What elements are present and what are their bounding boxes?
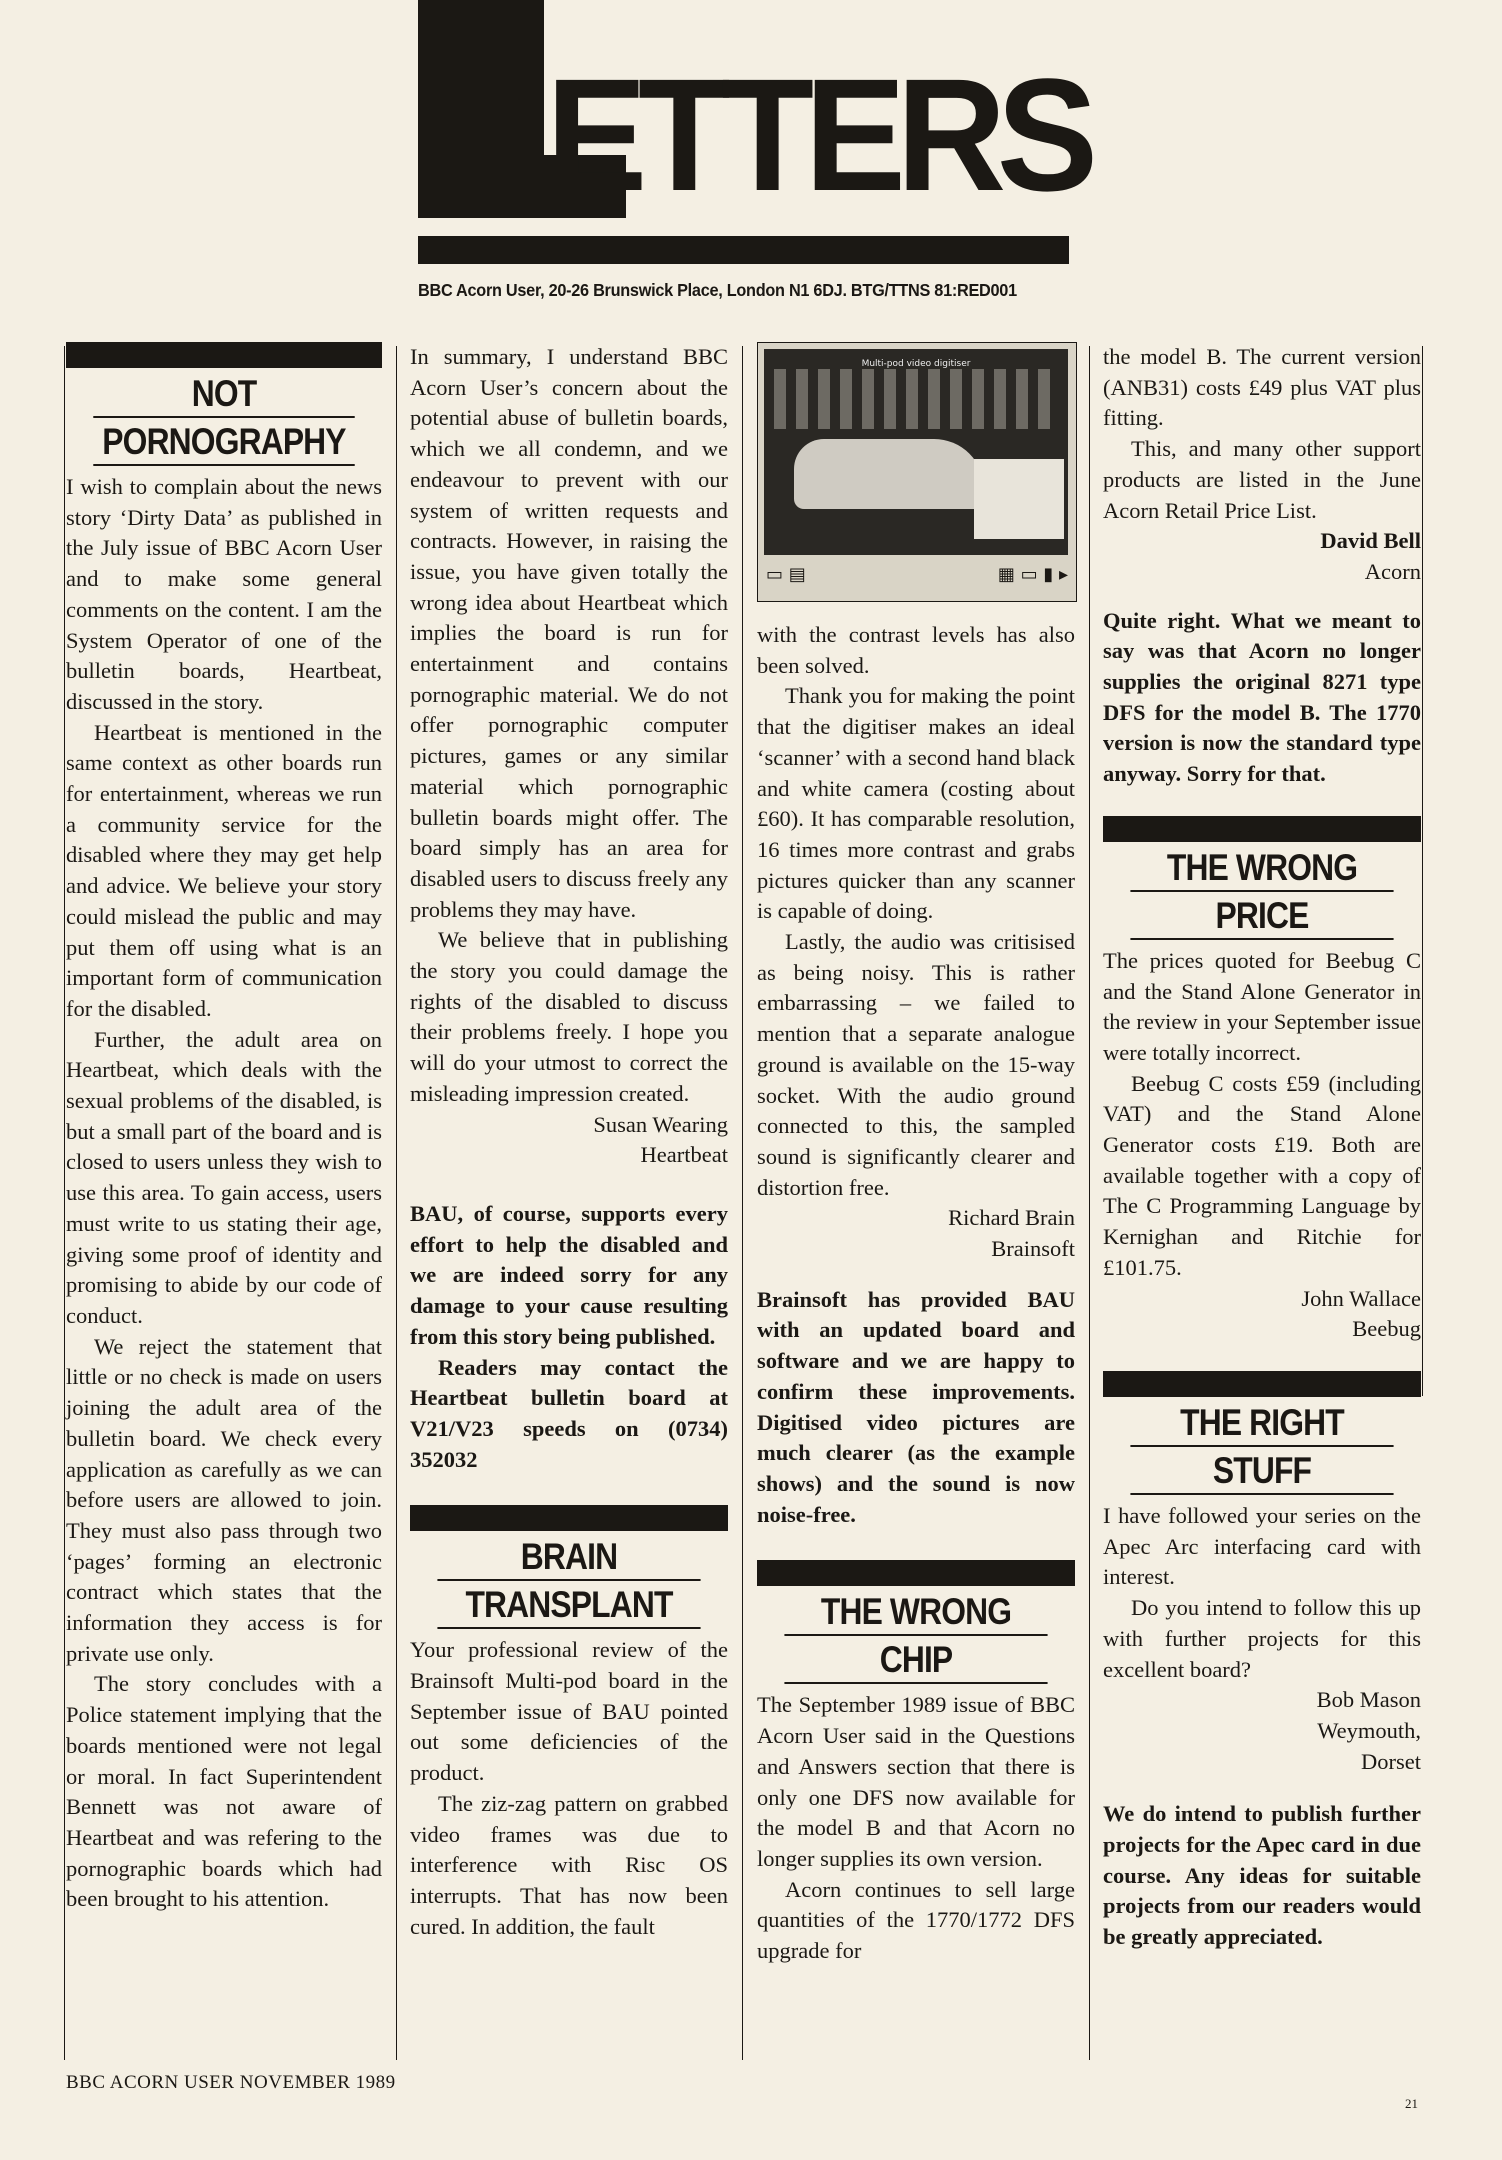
heading-rule [1130, 1493, 1393, 1495]
signature-name: Bob Mason [1316, 1687, 1421, 1713]
signature-name: Susan Wearing [593, 1111, 728, 1137]
window-title: Multi-pod video digitiser [861, 359, 971, 369]
heading-rule [93, 416, 354, 418]
column-rule [742, 346, 743, 2060]
heading-line: BRAIN [520, 1536, 618, 1578]
letter-paragraph: In summary, I understand BBC Acorn User’s concern about the potential abuse of bulletin boards, which we all condemn, and we endeavour to prevent with our system of written requests and contracts. However, in raising the issue, you have given totally the wrong idea about Heartbeat which implies the board is run for entertainment and contains pornographic material. We do not offer pornographic computer pictures, games or any similar material which pornographic bulletin boards might offer. The board simply has an area for disabled users to discuss freely any problems they may have. [410, 344, 728, 922]
heading-rule [784, 1682, 1047, 1684]
signature-place: Weymouth, [1317, 1717, 1421, 1743]
signature-place: Dorset [1361, 1748, 1421, 1774]
heading-line: NOT [191, 373, 257, 414]
heading-rule [784, 1634, 1047, 1636]
video-frame [764, 349, 1068, 555]
section-heading-the-wrong-price [1125, 848, 1398, 940]
heading-rule [93, 464, 354, 466]
page-number: 21 [1405, 2096, 1418, 2111]
letter-paragraph: The ziz-zag pattern on grabbed video frames was due to interference with Risc OS interrupts. That has now been cured. In addition, the fault [410, 1790, 728, 1939]
heading-line: PRICE [1215, 894, 1309, 936]
letter-paragraph: The story concludes with a Police statement implying that the boards mentioned were not legal or moral. In fact Superintendent Bennett was not aware of Heartbeat and was refering to the pornographic boards which had been brought to his attention. [66, 1671, 382, 1912]
editor-reply: BAU, of course, supports every effort to help the disabled and we are indeed sorry for any damage to your cause resulting from this story being published. [410, 1200, 728, 1349]
signature-org: Heartbeat [640, 1142, 728, 1168]
letter-paragraph: This, and many other support products are listed in the June Acorn Retail Price List. [1103, 436, 1421, 523]
masthead-bar [418, 236, 1069, 264]
heading-line: CHIP [879, 1639, 953, 1681]
section-bar [1103, 816, 1421, 842]
section-heading-brain-transplant [432, 1537, 705, 1629]
letter-paragraph: Thank you for making the point that the digitiser makes an ideal ‘scanner’ with a second hand black and white camera (costing about £60). It has comparable resolution, 16 times more contrast and grabs pictures quicker than any scanner is capable of doing. [757, 683, 1075, 924]
letter-paragraph: The prices quoted for Beebug C and the Stand Alone Generator in the review in your September issue were totally incorrect. [1103, 947, 1421, 1065]
letter-paragraph: the model B. The current version (ANB31) costs £49 plus VAT plus fitting. [1103, 344, 1421, 431]
heading-line: PORNOGRAPHY [102, 421, 346, 462]
editor-reply: Quite right. What we meant to say was that Acorn no longer supplies the original 8271 type DFS for the model B. The 1770 version is now the standard type anyway. Sorry for that. [1103, 607, 1421, 787]
signature-name: David Bell [1320, 528, 1421, 554]
editor-reply: Brainsoft has provided BAU with an updated board and software and we are happy to confirm these improvements. Digitised video pictures are much clearer (as the example shows) and the sound is now noise-free. [757, 1286, 1075, 1527]
page-footer: BBC ACORN USER NOVEMBER 1989 [66, 2072, 396, 2093]
letter-paragraph: We reject the statement that little or no check is made on users joining the adult area of the bulletin board. We check every application as carefully as we can before users are allowed to join. They must also pass through two ‘pages’ forming an electronic contract which states that the information they access is for private use only. [66, 1333, 382, 1666]
letter-paragraph: Your professional review of the Brainsoft Multi-pod board in the September issue of BAU pointed out some deficiencies of the product. [410, 1637, 728, 1786]
section-bar [1103, 1371, 1421, 1397]
signature-org: Brainsoft [991, 1236, 1075, 1262]
car-image [794, 439, 984, 509]
masthead-title [418, 0, 1089, 224]
column-rule [1422, 346, 1423, 1396]
letter-paragraph: Acorn continues to sell large quantities of the 1770/1772 DFS upgrade for [757, 1876, 1075, 1964]
column-3 [757, 342, 1075, 1967]
letter-paragraph: The September 1989 issue of BBC Acorn User said in the Questions and Answers section that there is only one DFS now available for the model B and that Acorn no longer supplies its own version. [757, 1692, 1075, 1871]
editor-reply: We do intend to publish further projects for the Apec card in due course. Any ideas for suitable projects from our readers would be greatly appreciated. [1103, 1801, 1421, 1950]
heading-rule [1130, 890, 1393, 892]
heading-line: THE RIGHT [1180, 1401, 1344, 1443]
section-heading-not-pornography [88, 374, 360, 466]
section-bar [66, 342, 382, 368]
heading-line: THE WRONG [1166, 846, 1358, 888]
column-rule [64, 346, 65, 2060]
heading-line: STUFF [1212, 1449, 1312, 1491]
heading-rule [1130, 1445, 1393, 1447]
signature-org: Beebug [1352, 1316, 1421, 1342]
heading-line: THE WRONG [820, 1591, 1012, 1633]
letter-paragraph: Lastly, the audio was critisised as being noisy. This is rather embarrassing – we failed to mention that a separate analogue ground is available on the 15-way socket. With the audio ground connected to this, the sampled sound is significantly clearer and distortion free. [757, 929, 1075, 1200]
letter-paragraph: Further, the adult area on Heartbeat, which deals with the sexual problems of the disabled, is but a small part of the board and is closed to users unless they wish to use this area. To gain access, users must write to us stating their age, giving some proof of identity and promising to abide by our code of conduct. [66, 1026, 382, 1328]
column-1 [66, 342, 382, 1915]
letter-paragraph: I wish to complain about the news story ‘Dirty Data’ as published in the July issue of BBC Acorn User and to make some general comments on the content. I am the System Operator of one of the bulletin boards, Heartbeat, discussed in the story. [66, 474, 382, 714]
section-bar [410, 1505, 728, 1531]
highlight-area [974, 459, 1064, 539]
iconbar-icons: ▦ ▭ ▮ ▸ [997, 564, 1068, 586]
section-bar [757, 1560, 1075, 1586]
title-text: ETTERS [546, 45, 1089, 224]
heading-rule [437, 1627, 700, 1629]
letter-paragraph: Heartbeat is mentioned in the same context as other boards run for entertainment, whereas we run a community service for the disabled where they may get help and advice. We believe your story could mislead the public and may put them off using what is an important form of communication for the disabled. [66, 719, 382, 1021]
desktop-icon: ▭ ▤ [766, 564, 806, 586]
heading-line: TRANSPLANT [465, 1584, 673, 1626]
signature-name: John Wallace [1301, 1285, 1421, 1311]
column-4 [1103, 342, 1421, 1953]
letter-paragraph: with the contrast levels has also been solved. [757, 622, 1075, 678]
letter-paragraph: We believe that in publishing the story you could damage the rights of the disabled to discuss their problems freely. I hope you will do your utmost to correct the misleading impression created. [410, 927, 728, 1106]
signature-org: Acorn [1364, 558, 1421, 584]
column-2 [410, 342, 728, 1942]
digitiser-screenshot [757, 342, 1077, 602]
letter-paragraph: Do you intend to follow this up with further projects for this excellent board? [1103, 1595, 1421, 1682]
heading-rule [1130, 938, 1393, 940]
letter-paragraph: I have followed your series on the Apec Arc interfacing card with interest. [1103, 1502, 1421, 1590]
section-heading-the-right-stuff [1125, 1403, 1398, 1495]
section-heading-the-wrong-chip [779, 1592, 1052, 1684]
masthead-address: BBC Acorn User, 20-26 Brunswick Place, London N1 6DJ. BTG/TTNS 81:RED001 [418, 280, 1017, 300]
column-rule [396, 346, 397, 2060]
signature-name: Richard Brain [948, 1205, 1075, 1231]
letter-paragraph: Beebug C costs £59 (including VAT) and the Stand Alone Generator costs £19. Both are available together with a copy of The C Programming Language by Kernighan and Ritchie for £101.75. [1103, 1070, 1421, 1280]
heading-rule [437, 1579, 700, 1581]
column-rule [1089, 346, 1090, 2060]
editor-reply: Readers may contact the Heartbeat bulletin board at V21/V23 speeds on (0734) 352032 [410, 1354, 728, 1472]
